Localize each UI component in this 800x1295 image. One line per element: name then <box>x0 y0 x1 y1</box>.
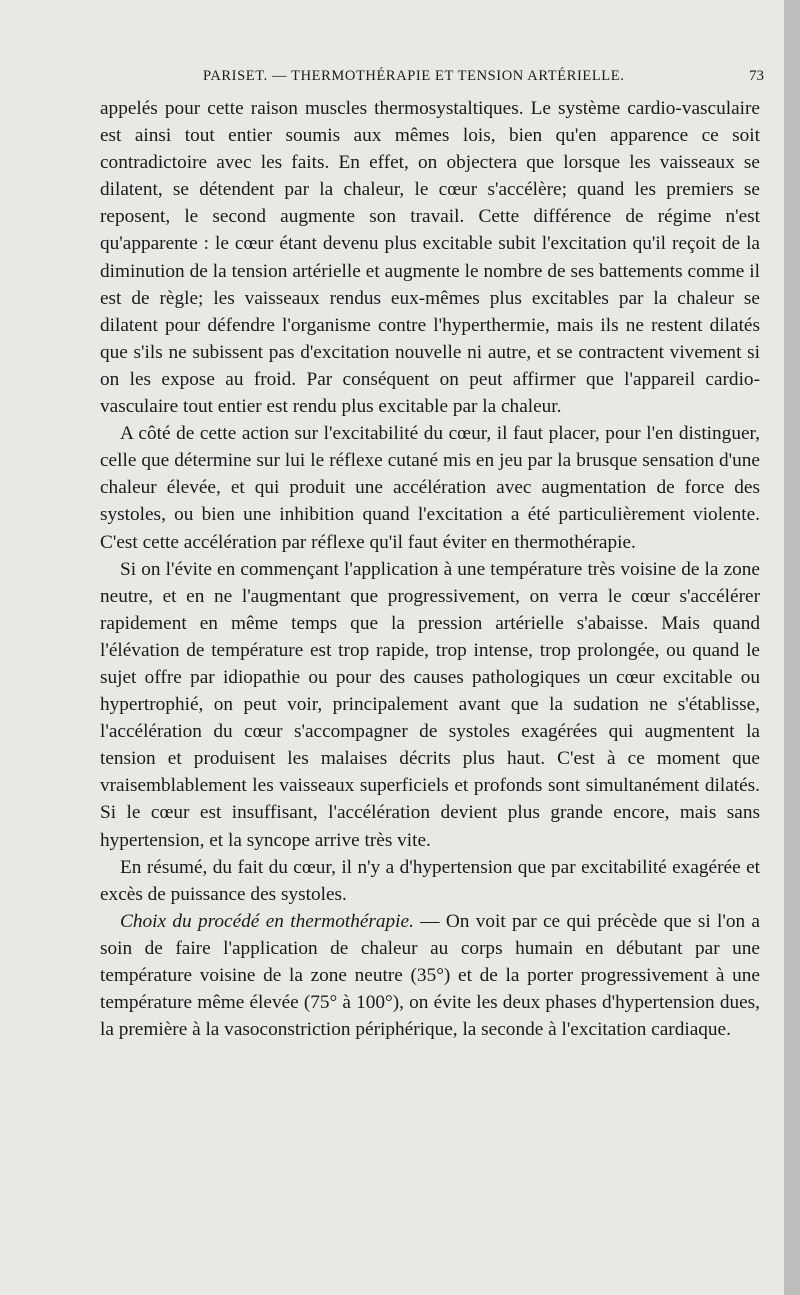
page-header <box>100 64 764 92</box>
body-text <box>100 95 760 1043</box>
paragraph-reflex: A côté de cette action sur l'excitabilité du cœur, il faut placer, pour l'en distinguer, celle que détermine sur lui le réflexe cutané mis en jeu par la brusque sensation d'une chaleur élevée, et qui produit une accélération avec augmentation de force des systoles, ou bien une inhibition quand l'excitation a été particulièrement violente. C'est cette accélération par réflexe qu'il faut éviter en thermothérapie. <box>100 423 760 553</box>
page-number: 73 <box>749 68 764 84</box>
running-head: PARISET. — THERMOTHÉRAPIE ET TENSION ARTÉRIELLE. <box>203 68 625 84</box>
section-text: — On voit par ce qui précède que si l'on a soin de faire l'application de chaleur au corps humain en débutant par une température voisine de la zone neutre (35°) et de la porter progressivement à une température même élevée (75° à 100°), on évite les deux phases d'hypertension dues, la première à la vasoconstriction périphérique, la seconde à l'excitation cardiaque. <box>100 910 760 1041</box>
paragraph-continued: appelés pour cette raison muscles thermosystaltiques. Le système cardio-vasculaire est ainsi tout entier soumis aux mêmes lois, bien qu'en apparence ce soit contradictoire avec les faits. En effet, on objectera que lorsque les vaisseaux se dilatent, se détendent par la chaleur, le cœur s'accélère; quand les premiers se reposent, le second augmente son travail. Cette différence de régime n'est qu'apparente : le cœur étant devenu plus excitable subit l'excitation qu'il reçoit de la diminution de la tension artérielle et augmente le nombre de ses battements comme il est de règle; les vaisseaux rendus eux-mêmes plus excitables par la chaleur se dilatent pour défendre l'organisme contre l'hyperthermie, mais ils ne restent dilatés que s'ils ne subissent pas d'excitation nouvelle ni autre, et se contractent vivement si on les expose au froid. Par conséquent on peut affirmer que l'appareil cardio-vasculaire tout entier est rendu plus excitable par la chaleur. <box>100 98 760 418</box>
paragraph-progressive-heating: Si on l'évite en commençant l'application à une température très voisine de la zone neutre, et en ne l'augmentant que progressivement, on verra le cœur s'accélérer rapidement en même temps que la pression artérielle s'abaisse. Mais quand l'élévation de température est trop rapide, trop intense, trop prolongée, ou quand le sujet offre par idiopathie ou pour des causes pathologiques un cœur excitable ou hypertrophié, on peut voir, principalement avant que la sudation ne s'établisse, l'accélération du cœur s'accompagner de systoles exagérées qui augmentent la tension et produisent les malaises décrits plus haut. C'est à ce moment que vraisemblablement les vaisseaux superficiels et profonds sont simultanément dilatés. Si le cœur est insuffisant, l'accélération devient plus grande encore, mais sans hypertension, et la syncope arrive très vite. <box>100 558 760 851</box>
page-edge <box>784 0 800 1295</box>
paragraph-summary: En résumé, du fait du cœur, il n'y a d'hypertension que par excitabilité exagérée et excès de puissance des systoles. <box>100 856 760 905</box>
section-subhead: Choix du procédé en thermothérapie. <box>120 910 414 932</box>
paragraph-choice-of-method <box>100 908 760 1043</box>
